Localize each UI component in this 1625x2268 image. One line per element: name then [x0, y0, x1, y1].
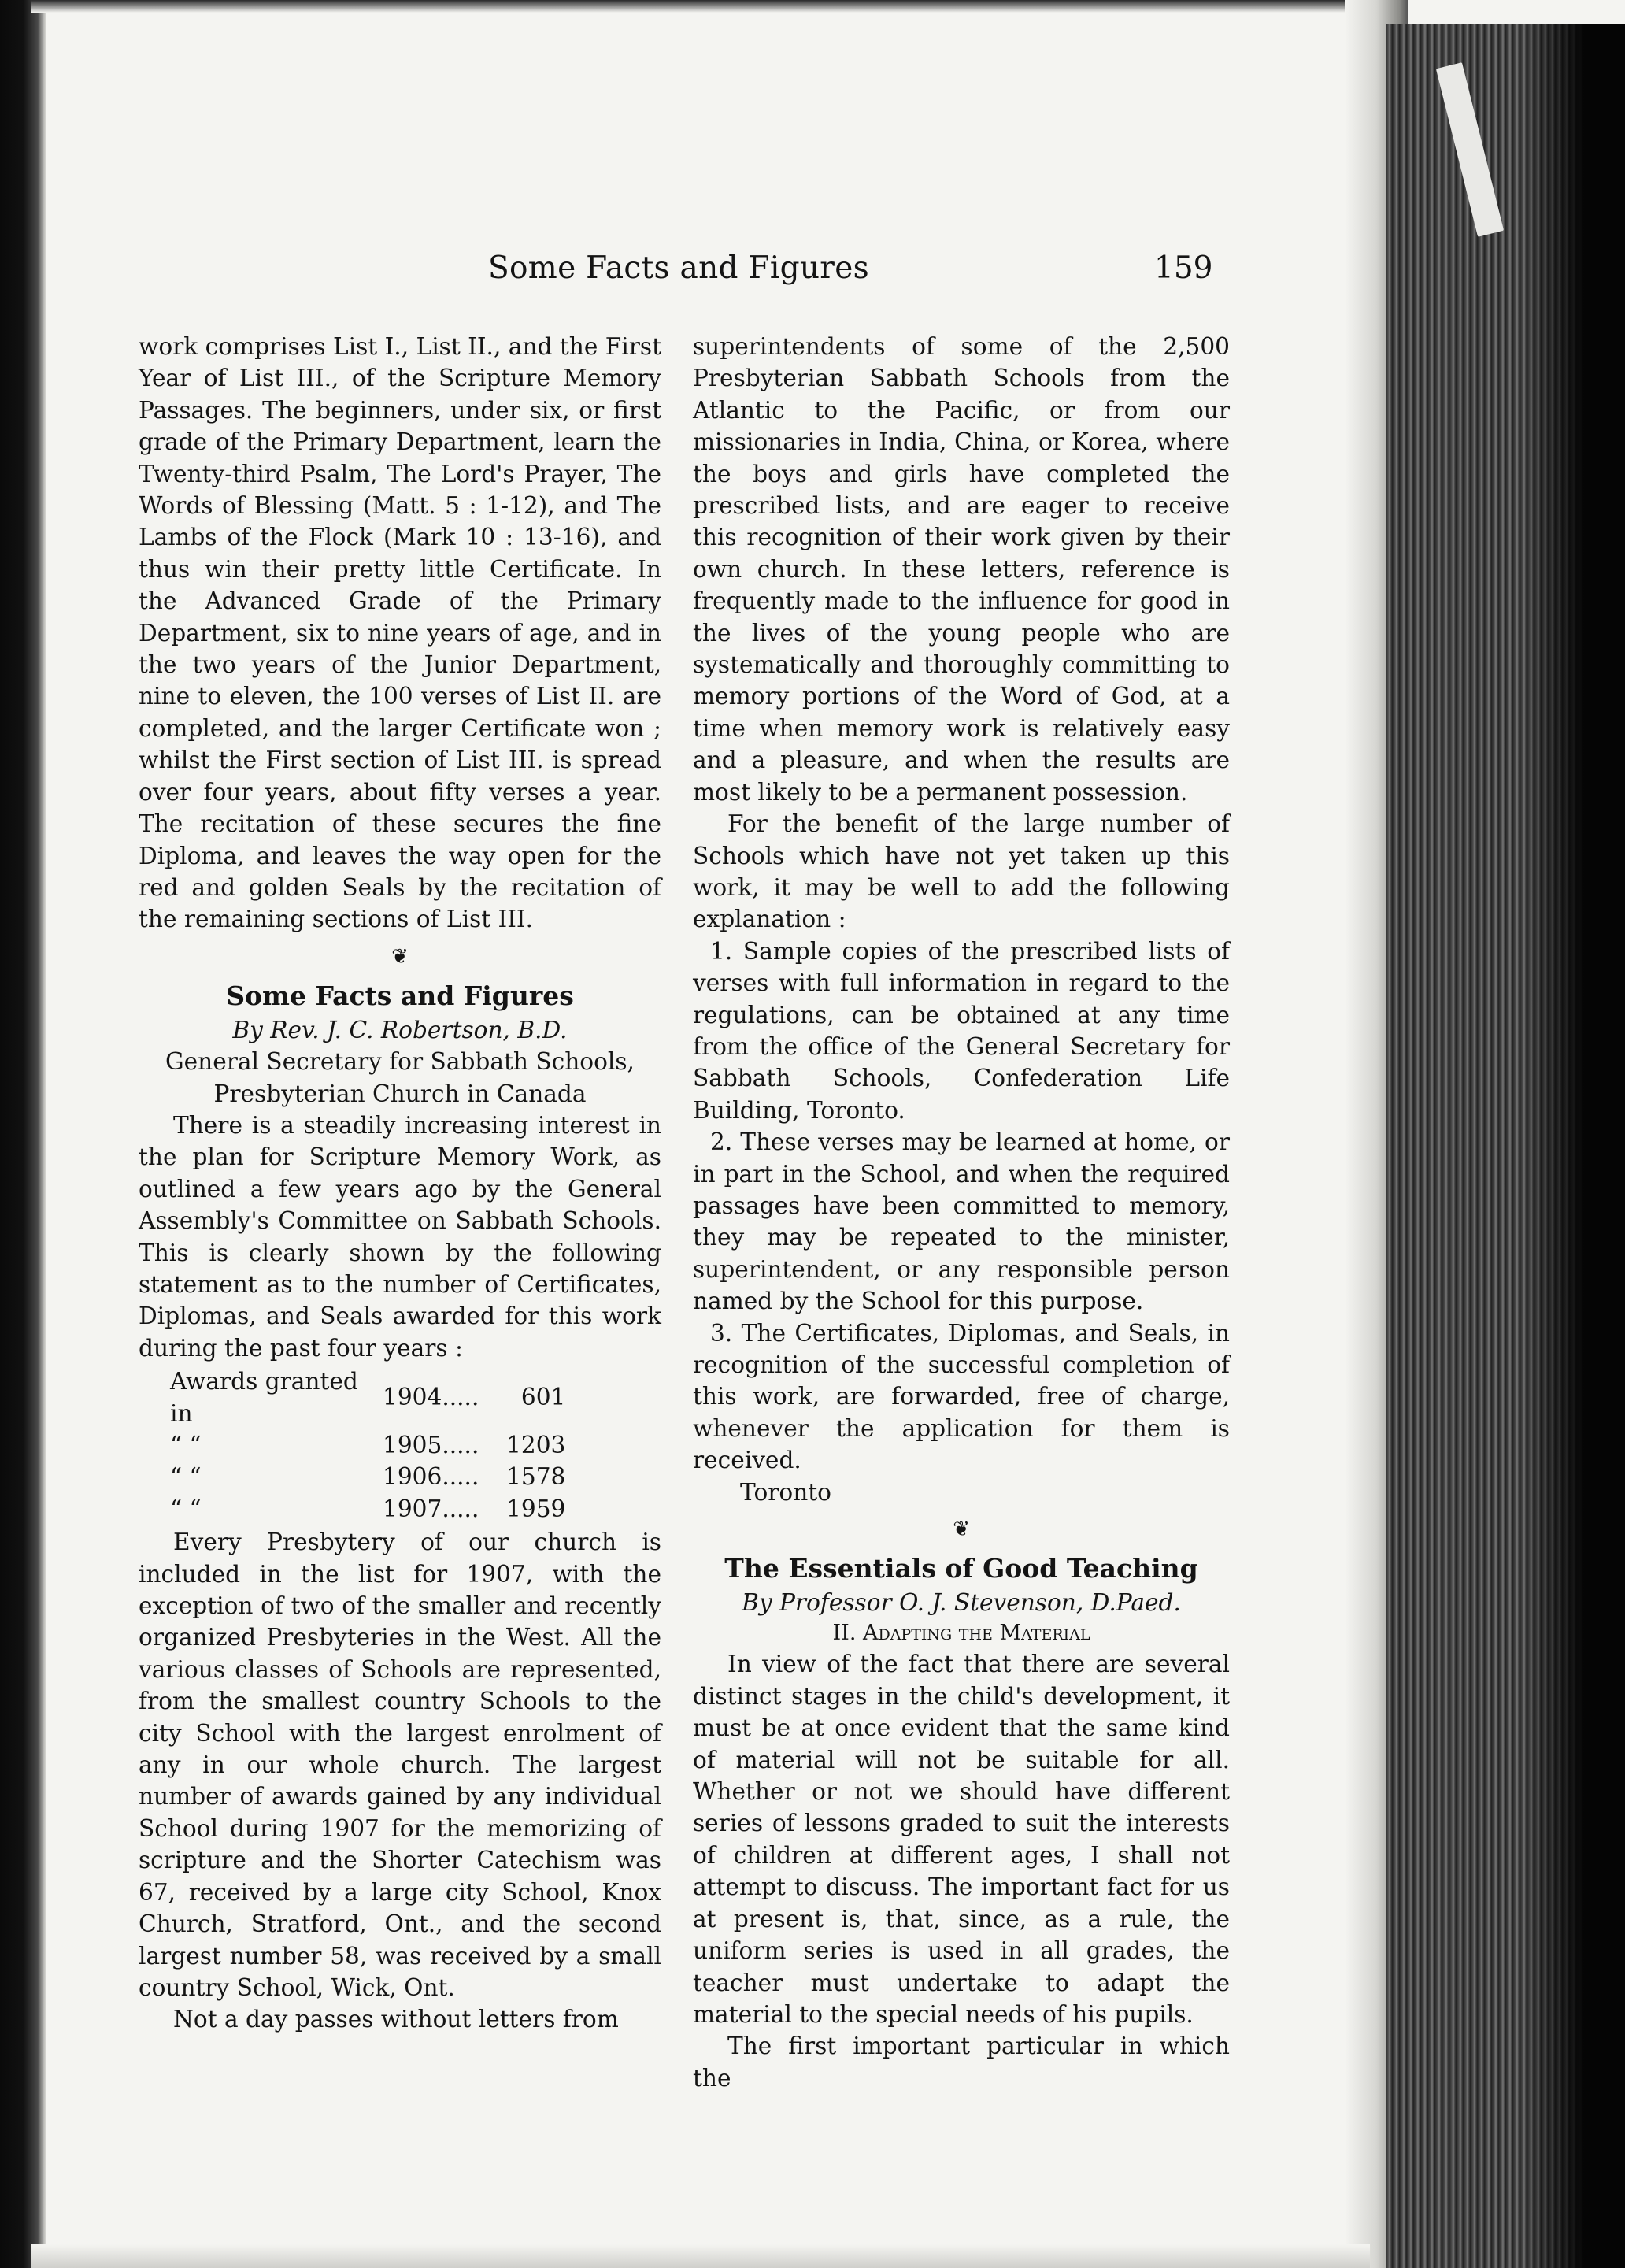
article-title: Some Facts and Figures: [226, 980, 574, 1011]
continuation-paragraph: superintendents of some of the 2,500 Presbyterian Sabbath Schools from the Atlantic to the Pacific, or from our missionaries in India, China, or Korea, where the boys and girls have completed the prescribed lists, and are eager to receive this recognition of their work given by their own church. In these letters, reference is frequently made to the influence for good in the lives of the young people who are systematically and thoroughly committing to memory portions of the Word of God, at a time when memory work is relatively easy and a pleasure, and when the results are most likely to be a permanent possession.: [693, 333, 1230, 806]
paragraph: In view of the fact that there are several distinct stages in the child's development, it must be at once evident that the same kind of material will not be suitable for all. Whether or not we should have different series of lessons graded to suit the interests of children at different ages, I shall not attempt to discuss. The important fact for us at present is, that, since, as a rule, the uniform series is used in all grades, the teacher must undertake to adapt the material to the special needs of his pupils.: [693, 1651, 1230, 2028]
awards-table: [139, 1366, 565, 1525]
awards-row: [139, 1493, 565, 1525]
section-heading: II. Adapting the Material: [832, 1621, 1090, 1646]
numbered-item: 1. Sample copies of the prescribed lists of verses with full information in regard to the regulations, can be obtained at any time from the office of the General Secretary for Sabbath Schools, Confederation Life Building, Toronto.: [693, 937, 1230, 1124]
running-head: Some Facts and Figures: [488, 250, 869, 286]
page-number: 159: [1154, 250, 1213, 286]
article-byline: By Professor O. J. Stevenson, D.Paed.: [742, 1589, 1181, 1617]
numbered-item: 2. These verses may be learned at home, or in part in the School, and when the required passages have been committed to memory, they may be repeated to the minister, superintendent, or any responsible person named by the School for this purpose.: [693, 1128, 1230, 1315]
bottom-shadow: [31, 2244, 1370, 2268]
awards-label: Awards granted in: [170, 1368, 358, 1427]
awards-count: 1959: [506, 1495, 566, 1522]
numbered-item: 3. The Certificates, Diplomas, and Seals, in recognition of the successful completion of this work, are forwarded, free of charge, whenever the application for them is received.: [693, 1319, 1230, 1474]
page-edges-block: [1386, 24, 1625, 2268]
paragraph: For the benefit of the large number of Schools which have not yet taken up this work, it may be well to add the following explanation :: [693, 810, 1230, 933]
awards-year: 1906.....: [383, 1463, 479, 1491]
author-affiliation: General Secretary for Sabbath Schools, Presbyterian Church in Canada: [165, 1048, 635, 1107]
right-column: [693, 331, 1230, 2094]
awards-row: [139, 1366, 565, 1429]
paragraph: Every Presbytery of our church is included in the list for 1907, with the exception of two of the smaller and recently organized Presbyteries in the West. All the various classes of Schools are represented, from the smallest country Schools to the city School with the largest enrolment of any in our whole church. The largest number of awards gained by any individual School during 1907 for the memorizing of scripture and the Shorter Catechism was 67, received by a large city School, Knox Church, Stratford, Ont., and the second largest number 58, was received by a small country School, Wick, Ont.: [139, 1529, 661, 2001]
ornament-fleuron: ❦: [953, 1518, 970, 1542]
paragraph: There is a steadily increasing interest in the plan for Scripture Memory Work, as outlined a few years ago by the General Assembly's Committee on Sabbath Schools. This is clearly shown by the following statement as to the number of Certificates, Diplomas, and Seals awarded for this work during the past four years :: [139, 1111, 661, 1362]
article-title: The Essentials of Good Teaching: [724, 1553, 1198, 1584]
continuation-paragraph: work comprises List I., List II., and the First Year of List III., of the Scripture Memory Passages. The beginners, under six, or first grade of the Primary Department, learn the Twenty-third Psalm, The Lord's Prayer, The Words of Blessing (Matt. 5 : 1-12), and The Lambs of the Flock (Mark 10 : 13-16), and thus win their pretty little Certificate. In the Advanced Grade of the Primary Department, six to nine years of age, and in the two years of the Junior Department, nine to eleven, the 100 verses of List II. are completed, and the larger Certificate won ; whilst the First section of List III. is spread over four years, about fifty verses a year. The recitation of these secures the fine Diploma, and leaves the way open for the red and golden Seals by the recitation of the remaining sections of List III.: [139, 333, 661, 933]
awards-label: “ “: [170, 1463, 202, 1491]
awards-count: 1578: [506, 1463, 566, 1491]
awards-label: “ “: [170, 1495, 202, 1522]
awards-count: 1203: [506, 1432, 566, 1458]
paragraph: The first important particular in which the: [693, 2033, 1230, 2092]
left-column: [139, 331, 661, 2036]
signoff-place: Toronto: [740, 1478, 831, 1506]
awards-row: [139, 1429, 565, 1461]
article-byline: By Rev. J. C. Robertson, B.D.: [232, 1016, 568, 1043]
ornament-fleuron: ❦: [391, 944, 409, 969]
top-shadow: [31, 0, 1386, 13]
awards-year: 1904.....: [383, 1384, 479, 1411]
awards-label: “ “: [170, 1432, 202, 1458]
paragraph: Not a day passes without letters from: [173, 2006, 619, 2033]
facing-page-edge: [0, 0, 46, 2268]
awards-row: [139, 1461, 565, 1492]
awards-year: 1907.....: [383, 1495, 479, 1522]
awards-count: 601: [520, 1384, 566, 1411]
awards-year: 1905.....: [383, 1432, 479, 1458]
